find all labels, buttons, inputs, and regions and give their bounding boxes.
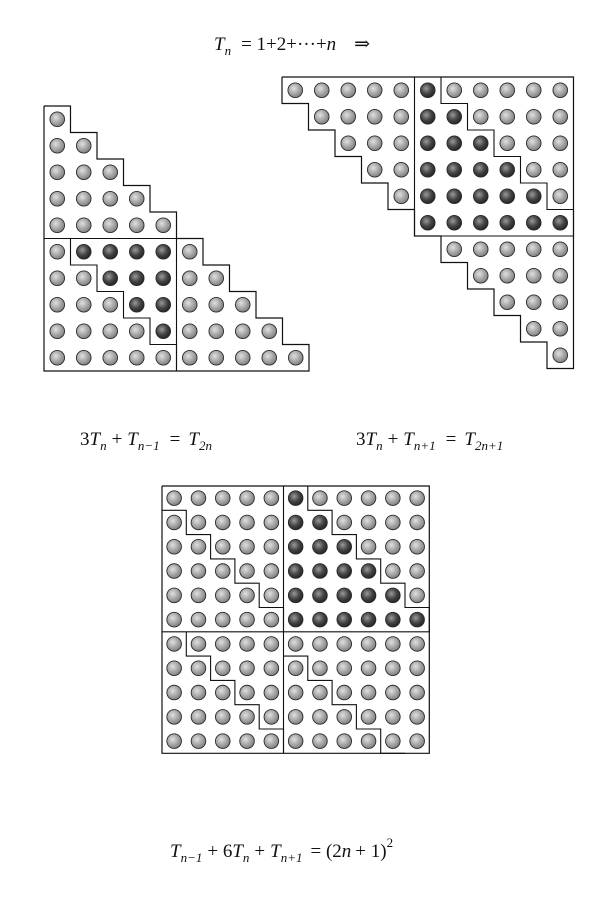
dot (191, 564, 206, 579)
dot-dark (129, 244, 144, 259)
dot (526, 162, 541, 177)
dot (337, 491, 352, 506)
dot (553, 189, 568, 204)
dot (264, 710, 279, 725)
sq-plus1: + 1) (355, 841, 387, 862)
dot (215, 637, 230, 652)
dot (553, 295, 568, 310)
dot-dark (526, 215, 541, 230)
dot (526, 268, 541, 283)
dot (473, 83, 488, 98)
dot-dark (156, 324, 171, 339)
dot (264, 637, 279, 652)
dot (553, 321, 568, 336)
dot-dark (129, 271, 144, 286)
dot-dark (288, 612, 303, 627)
dot (337, 734, 352, 749)
even-sub-n: n (100, 438, 107, 453)
dot (262, 350, 277, 365)
dot (288, 661, 303, 676)
sq-sub-n-1: n−1 (180, 850, 203, 865)
dot (410, 661, 425, 676)
dot (209, 324, 224, 339)
odd-sub-n: n (376, 438, 383, 453)
identity-odd-formula (356, 429, 503, 453)
dot (386, 564, 401, 579)
dot (50, 271, 65, 286)
dot (215, 515, 230, 530)
dot (410, 491, 425, 506)
dot-dark (386, 588, 401, 603)
dot (191, 612, 206, 627)
dot (215, 661, 230, 676)
dot (167, 661, 182, 676)
dot (341, 83, 356, 98)
dot-dark (447, 189, 462, 204)
dot (156, 350, 171, 365)
dot (337, 515, 352, 530)
dot-dark (313, 612, 328, 627)
dot (209, 350, 224, 365)
odd-eq: = (445, 429, 457, 450)
dot (361, 515, 376, 530)
dot-dark (526, 189, 541, 204)
odd-sub-2n+1: 2n+1 (474, 438, 504, 453)
dot (361, 491, 376, 506)
dot (191, 637, 206, 652)
dot (240, 661, 255, 676)
dot (473, 242, 488, 257)
dot (240, 564, 255, 579)
even-T3: T (188, 429, 199, 450)
dot (103, 191, 118, 206)
def-implies: ⇒ (354, 34, 371, 55)
dot-dark (420, 215, 435, 230)
dot (288, 637, 303, 652)
def-n: n (326, 34, 337, 55)
dot (215, 734, 230, 749)
def-sum: = 1+2+···+ (241, 34, 327, 55)
even-sub-2n: 2n (198, 438, 212, 453)
dot (156, 218, 171, 233)
even-T1: T (89, 429, 101, 450)
dot (129, 350, 144, 365)
dot-dark (447, 215, 462, 230)
definition-formula (214, 34, 370, 58)
dot (410, 685, 425, 700)
dot-dark (361, 612, 376, 627)
dot (264, 515, 279, 530)
dot (191, 588, 206, 603)
sq-T1: T (170, 841, 181, 862)
dot (337, 685, 352, 700)
dot-dark (288, 491, 303, 506)
dot-dark (447, 136, 462, 151)
dot-dark (410, 612, 425, 627)
sq-n: n (341, 841, 352, 862)
dot-dark (103, 244, 118, 259)
dot-dark (337, 564, 352, 579)
dot-dark (103, 271, 118, 286)
dot (191, 710, 206, 725)
dot (394, 162, 409, 177)
dot-dark (156, 271, 171, 286)
dot (167, 564, 182, 579)
dot (215, 612, 230, 627)
dot-dark (361, 588, 376, 603)
dot (386, 515, 401, 530)
dot (129, 191, 144, 206)
dot (240, 515, 255, 530)
dot (240, 734, 255, 749)
dot-dark (420, 83, 435, 98)
dot (386, 637, 401, 652)
dot (473, 109, 488, 124)
dot (526, 83, 541, 98)
dot (553, 136, 568, 151)
dot (76, 350, 91, 365)
dot (394, 83, 409, 98)
dot-dark (420, 162, 435, 177)
dot (129, 324, 144, 339)
dot (103, 297, 118, 312)
dot (447, 83, 462, 98)
dot (526, 109, 541, 124)
dot-dark (313, 588, 328, 603)
dot (191, 515, 206, 530)
dot (235, 350, 250, 365)
dot (182, 324, 197, 339)
dot (288, 83, 303, 98)
dot (553, 268, 568, 283)
odd-T2: T (403, 429, 414, 450)
dot (240, 710, 255, 725)
dot-dark (129, 297, 144, 312)
dot (167, 588, 182, 603)
dot (361, 637, 376, 652)
dot-dark (337, 588, 352, 603)
dot (386, 491, 401, 506)
dot (361, 685, 376, 700)
dot (182, 271, 197, 286)
sq-plus6: + 6 (207, 841, 233, 862)
dot (500, 83, 515, 98)
dot-dark (473, 215, 488, 230)
dot (167, 734, 182, 749)
dot-dark (288, 539, 303, 554)
dot (167, 612, 182, 627)
dot-dark (420, 109, 435, 124)
dot (341, 109, 356, 124)
dot (553, 109, 568, 124)
dot (215, 491, 230, 506)
dot (553, 162, 568, 177)
dot (167, 685, 182, 700)
triangle-T2n-diagram (44, 106, 309, 371)
dot (386, 710, 401, 725)
dot (209, 297, 224, 312)
dot-dark (473, 189, 488, 204)
dot (367, 136, 382, 151)
dot (215, 710, 230, 725)
dot (103, 165, 118, 180)
dot-dark (473, 162, 488, 177)
dot (50, 350, 65, 365)
sq-eq: = (2 (310, 841, 342, 862)
dot (50, 218, 65, 233)
dot (235, 297, 250, 312)
dot (76, 191, 91, 206)
dot (288, 710, 303, 725)
dot (410, 515, 425, 530)
dot (367, 109, 382, 124)
dot (361, 661, 376, 676)
dot (394, 189, 409, 204)
dot (191, 685, 206, 700)
dot (264, 564, 279, 579)
dot (209, 271, 224, 286)
dot (50, 191, 65, 206)
dot (103, 218, 118, 233)
dot (313, 685, 328, 700)
dot-dark (386, 612, 401, 627)
dot (410, 564, 425, 579)
dot (313, 661, 328, 676)
dot (500, 136, 515, 151)
dot (526, 295, 541, 310)
dot (367, 162, 382, 177)
dot (76, 165, 91, 180)
dot (167, 491, 182, 506)
dot (473, 268, 488, 283)
dot (500, 242, 515, 257)
dot (50, 324, 65, 339)
sq-sub-n: n (242, 850, 250, 865)
dot-dark (447, 109, 462, 124)
dot (361, 710, 376, 725)
dot-dark (337, 612, 352, 627)
even-sub-n-1: n−1 (137, 438, 160, 453)
dot-dark (473, 136, 488, 151)
dot (215, 564, 230, 579)
dot (240, 491, 255, 506)
dot (288, 685, 303, 700)
dot (410, 539, 425, 554)
dot (167, 710, 182, 725)
dot (76, 271, 91, 286)
dot (235, 324, 250, 339)
dot (341, 136, 356, 151)
dot (313, 734, 328, 749)
dot (367, 83, 382, 98)
dot (553, 83, 568, 98)
dot-dark (313, 515, 328, 530)
dot (262, 324, 277, 339)
dot-dark (288, 588, 303, 603)
dot (447, 242, 462, 257)
dot (191, 539, 206, 554)
dot (182, 350, 197, 365)
even-eq: = (169, 429, 181, 450)
dot (337, 661, 352, 676)
dot (50, 112, 65, 127)
dot-dark (313, 564, 328, 579)
dot (76, 138, 91, 153)
dot (264, 734, 279, 749)
dot (264, 685, 279, 700)
dot (191, 491, 206, 506)
dot (264, 491, 279, 506)
dot (500, 268, 515, 283)
dot (361, 734, 376, 749)
dot (500, 109, 515, 124)
dot-dark (156, 244, 171, 259)
dot (76, 297, 91, 312)
dot (553, 242, 568, 257)
dot (182, 244, 197, 259)
odd-plus: + (387, 429, 399, 450)
dot (182, 297, 197, 312)
dot (264, 612, 279, 627)
odd-T1: T (365, 429, 377, 450)
sq-T2: T (232, 841, 243, 862)
dot (288, 734, 303, 749)
dot (526, 242, 541, 257)
sq-T3: T (270, 841, 281, 862)
dot-dark (420, 189, 435, 204)
dot (361, 539, 376, 554)
sq-sub-n+1: n+1 (280, 850, 303, 865)
dot (240, 539, 255, 554)
dot-dark (337, 539, 352, 554)
dot (215, 539, 230, 554)
dot-dark (500, 162, 515, 177)
dot (313, 637, 328, 652)
identity-even-formula (80, 429, 212, 453)
dot (167, 637, 182, 652)
dot (394, 109, 409, 124)
def-T: T (214, 34, 225, 55)
staircase-divider (308, 486, 430, 632)
dot (526, 136, 541, 151)
dot-dark (288, 564, 303, 579)
dot (264, 588, 279, 603)
dot (313, 491, 328, 506)
dot (288, 350, 303, 365)
dot (240, 685, 255, 700)
sq-plus: + (254, 841, 266, 862)
dot (50, 165, 65, 180)
odd-3: 3 (356, 429, 366, 450)
dot-dark (288, 515, 303, 530)
dot-dark (313, 539, 328, 554)
dot (500, 295, 515, 310)
dot (313, 710, 328, 725)
dot-dark (447, 162, 462, 177)
dot (394, 136, 409, 151)
dot (386, 539, 401, 554)
dot (191, 734, 206, 749)
dot-dark (500, 189, 515, 204)
dot-dark (553, 215, 568, 230)
dot (386, 685, 401, 700)
dot (129, 218, 144, 233)
even-3: 3 (80, 429, 90, 450)
def-sub-n: n (224, 43, 232, 58)
dot (167, 515, 182, 530)
dot (240, 588, 255, 603)
dot (215, 588, 230, 603)
dot (103, 350, 118, 365)
triangle-T2n-plus-1-diagram (282, 77, 574, 369)
dot (76, 324, 91, 339)
identity-square-formula (170, 835, 393, 865)
dot (240, 637, 255, 652)
dot (240, 612, 255, 627)
dot-dark (361, 564, 376, 579)
dot (50, 244, 65, 259)
dot (410, 734, 425, 749)
dot-dark (500, 215, 515, 230)
dot-dark (420, 136, 435, 151)
dot (50, 138, 65, 153)
dot (337, 637, 352, 652)
square-2n-plus-1-diagram (162, 486, 429, 753)
dot (50, 297, 65, 312)
dot (410, 710, 425, 725)
staircase-divider (441, 77, 574, 236)
dot (386, 661, 401, 676)
even-plus: + (111, 429, 123, 450)
dot (553, 348, 568, 363)
dot (103, 324, 118, 339)
dot (410, 637, 425, 652)
dot-dark (76, 244, 91, 259)
dot (314, 109, 329, 124)
even-T2: T (127, 429, 138, 450)
dot (264, 539, 279, 554)
dot (191, 661, 206, 676)
odd-sub-n+1: n+1 (413, 438, 436, 453)
sq-exp-2: 2 (386, 835, 394, 850)
dot (215, 685, 230, 700)
dot (314, 83, 329, 98)
dot (526, 321, 541, 336)
dot (337, 710, 352, 725)
dot (264, 661, 279, 676)
dot (167, 539, 182, 554)
dot (386, 734, 401, 749)
odd-T3: T (464, 429, 475, 450)
dot-dark (156, 297, 171, 312)
dot (76, 218, 91, 233)
dot (410, 588, 425, 603)
